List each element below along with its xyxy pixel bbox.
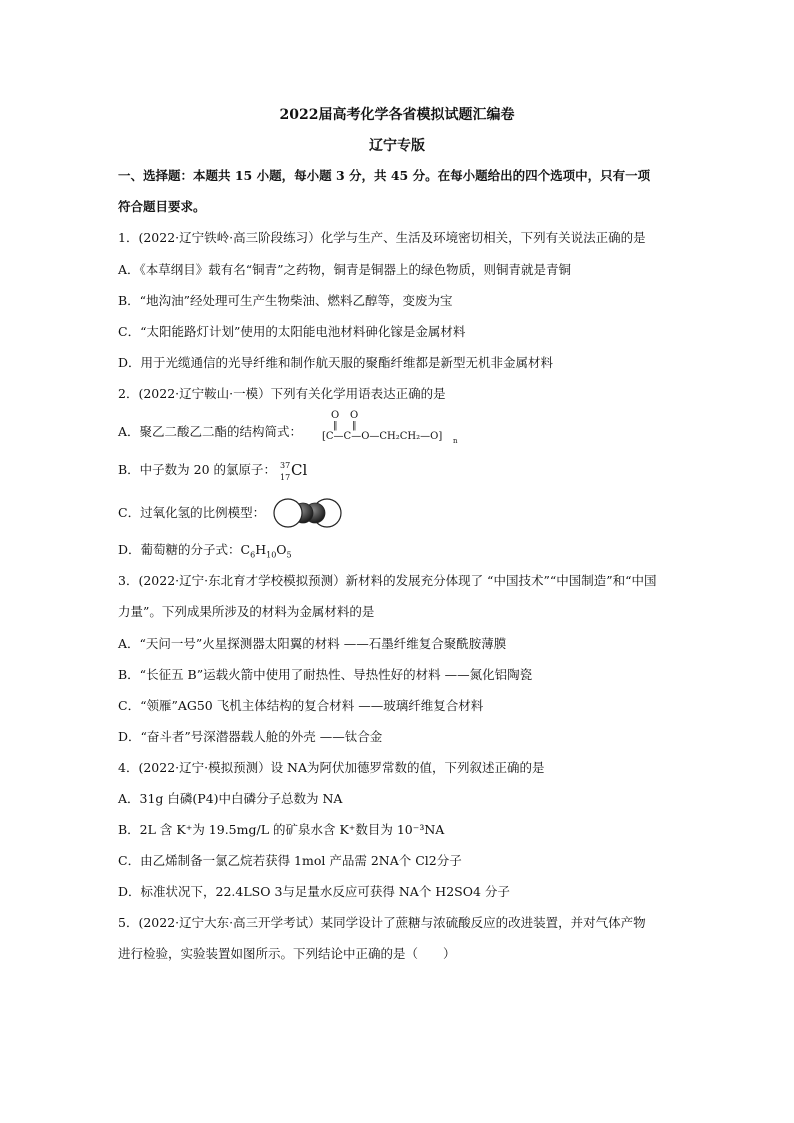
chlorine-isotope: 37 17 Cl bbox=[280, 460, 308, 482]
q5-stem-line1: 5．(2022·辽宁大东·高三开学考试）某同学设计了蔗糖与浓硫酸反应的改进装置，并对气体产物 bbox=[118, 915, 646, 930]
q2-option-b bbox=[118, 460, 316, 482]
struct-oxygen-2: O bbox=[350, 410, 359, 421]
q1-option-d: D．用于光缆通信的光导纤维和制作航天服的聚酯纤维都是新型无机非金属材料 bbox=[118, 355, 554, 370]
q4-option-c: C．由乙烯制备一氯乙烷若获得 1mol 产品需 2NA个 Cl2分子 bbox=[118, 853, 462, 868]
q3-stem-line1: 3．(2022·辽宁·东北育才学校模拟预测）新材料的发展充分体现了 “中国技术”“中国制造”和“中国 bbox=[118, 573, 657, 588]
glucose-formula: $C_6H_{10}O_5$ bbox=[240, 542, 292, 560]
section-heading-line1: 一、选择题：本题共 15 小题，每小题 3 分，共 45 分。在每小题给出的四个选项中，只有一项 bbox=[118, 168, 651, 183]
q2-stem: 2．(2022·辽宁鞍山·一模）下列有关化学用语表达正确的是 bbox=[118, 386, 446, 401]
q2-option-c: C．过氧化氢的比例模型： bbox=[118, 505, 266, 520]
section-heading-line2: 符合题目要求。 bbox=[118, 199, 206, 214]
q5-stem-line2: 进行检验，实验装置如图所示。下列结论中正确的是（ ） bbox=[118, 946, 456, 961]
q1-option-a: A．《本草纲目》载有名“铜青”之药物，铜青是铜器上的绿色物质，则铜青就是青铜 bbox=[118, 262, 572, 277]
q4-option-d: D．标准状况下，22.4LSO 3与足量水反应可获得 NA个 H2SO4 分子 bbox=[118, 884, 510, 899]
q1-option-b: B．“地沟油”经处理可生产生物柴油、燃料乙醇等，变废为宝 bbox=[118, 293, 453, 308]
q2-option-b-text: B．中子数为 20 的氯原子： bbox=[118, 462, 277, 477]
q4-stem: 4．(2022·辽宁·模拟预测）设 NA为阿伏加德罗常数的值，下列叙述正确的是 bbox=[118, 760, 545, 775]
hydrogen-atom-left bbox=[274, 499, 302, 527]
q2-option-d: D．葡萄糖的分子式：$C_6H_{10}O_5$ bbox=[118, 542, 292, 560]
hydrogen-peroxide-model bbox=[272, 497, 344, 529]
struct-oxygen-1: O bbox=[331, 410, 340, 421]
q3-option-b: B．“长征五 B”运载火箭中使用了耐热性、导热性好的材料 ——氮化铝陶瓷 bbox=[118, 667, 533, 682]
struct-chain: [C—C—O—CH₂CH₂—O] bbox=[322, 431, 443, 442]
document-subtitle: 辽宁专版 bbox=[369, 138, 425, 154]
q1-stem: 1．(2022·辽宁铁岭·高三阶段练习）化学与生产、生活及环境密切相关，下列有关说法正确的是 bbox=[118, 230, 646, 245]
q3-stem-line2: 力量”。下列成果所涉及的材料为金属材料的是 bbox=[118, 604, 375, 619]
document-title: 2022届高考化学各省模拟试题汇编卷 bbox=[279, 107, 515, 123]
q2-structure-formula: O O ‖ ‖ [C—C—O—CH₂CH₂—O] n bbox=[322, 410, 458, 445]
q3-option-a: A．“天问一号”火星探测器太阳翼的材料 ——石墨纤维复合聚酰胺薄膜 bbox=[118, 636, 507, 651]
q2-option-a: A．聚乙二酸乙二酯的结构简式： bbox=[118, 424, 303, 439]
q4-option-b: B．2L 含 K⁺为 19.5mg/L 的矿泉水含 K⁺数目为 10⁻³NA bbox=[118, 822, 445, 837]
struct-subscript-n: n bbox=[453, 437, 458, 445]
q4-option-a: A．31g 白磷(P4)中白磷分子总数为 NA bbox=[118, 791, 343, 806]
q3-option-c: C．“领雁”AG50 飞机主体结构的复合材料 ——玻璃纤维复合材料 bbox=[118, 698, 484, 713]
q1-option-c: C．“太阳能路灯计划”使用的太阳能电池材料砷化镓是金属材料 bbox=[118, 324, 466, 339]
q3-option-d: D．“奋斗者”号深潜器载人舱的外壳 ——钛合金 bbox=[118, 729, 383, 744]
